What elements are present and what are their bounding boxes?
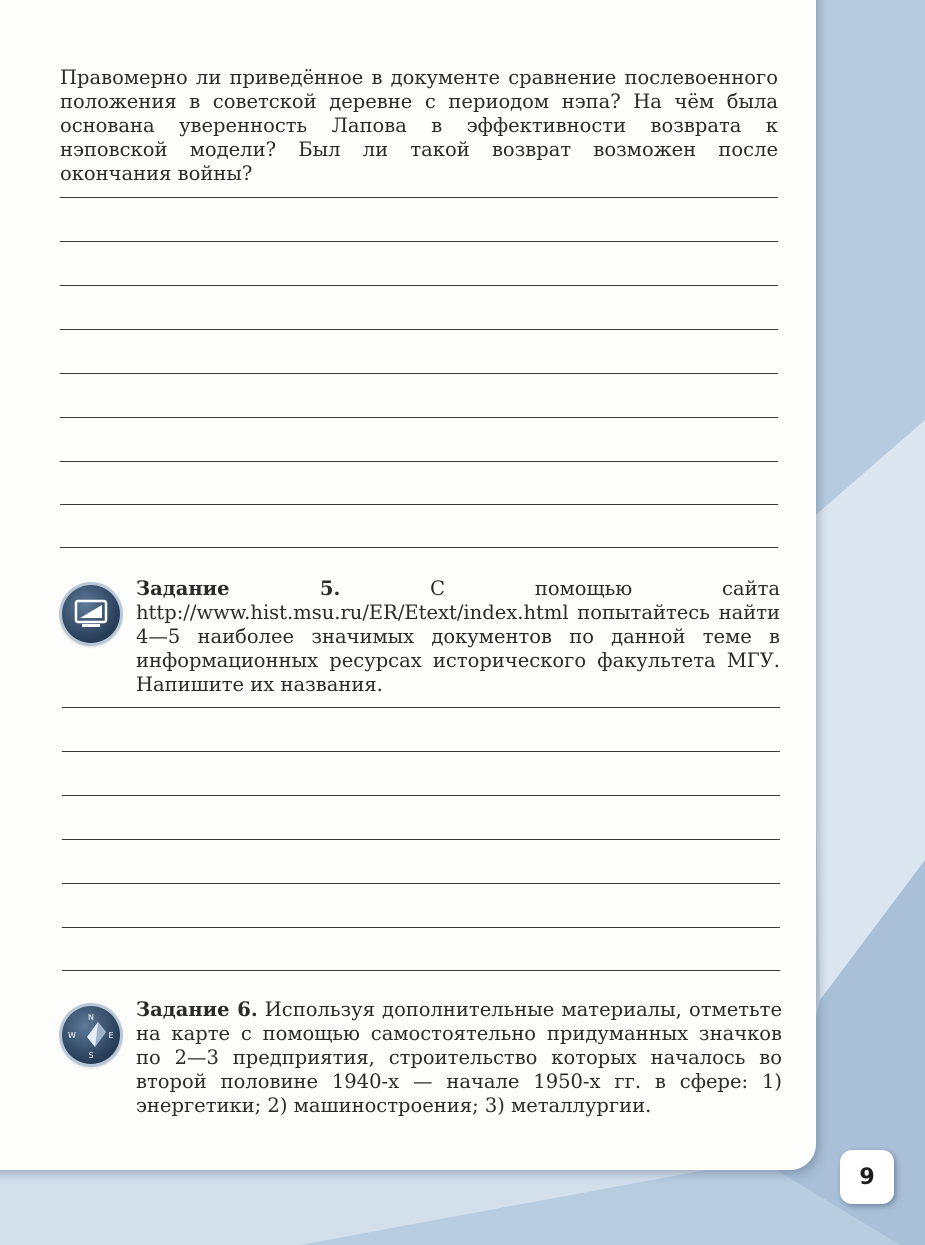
task5-body: С помощью сайта http://www.hist.msu.ru/ER/Etext/index.html попытайтесь найти 4—5 наиболее значимых документов по данной теме в информационных ресурсах исторического факультета МГУ. Напишите их названия. (136, 577, 780, 696)
answer-line[interactable] (62, 883, 780, 884)
svg-text:S: S (88, 1051, 94, 1060)
answer-line[interactable] (62, 707, 780, 708)
answer-line[interactable] (62, 751, 780, 752)
svg-text:W: W (68, 1031, 76, 1040)
answer-line[interactable] (60, 197, 778, 198)
answer-line[interactable] (60, 241, 778, 242)
answer-line[interactable] (62, 927, 780, 928)
page-number: 9 (840, 1150, 894, 1204)
answer-line[interactable] (60, 547, 778, 548)
answer-line[interactable] (62, 970, 780, 971)
svg-text:E: E (108, 1031, 114, 1040)
task6-body: Используя дополнительные материалы, отметьте на карте с помощью самостоятельно придуманных значков по 2—3 предприятия, строительство которых началось во второй половине 1940-х — начале 1950-х гг. в сфере: 1) энергетики; 2) машиностроения; 3) металлургии. (136, 998, 782, 1117)
answer-line[interactable] (60, 373, 778, 374)
task5-label: Задание 5. (136, 577, 341, 600)
answer-line[interactable] (60, 329, 778, 330)
answer-line[interactable] (60, 461, 778, 462)
answer-line[interactable] (60, 417, 778, 418)
question-text: Правомерно ли приведённое в документе сравнение послевоенного положения в советской деревне с периодом нэпа? На чём была основана уверенность Лапова в эффективности возврата к нэповской модели? Был ли такой возврат возможен после окончания войны? (60, 66, 778, 185)
answer-line[interactable] (60, 285, 778, 286)
answer-line[interactable] (60, 504, 778, 505)
computer-monitor-icon (62, 585, 120, 643)
answer-line[interactable] (62, 795, 780, 796)
answer-line[interactable] (62, 839, 780, 840)
task6-text (136, 998, 782, 1118)
task6-label: Задание 6. (136, 998, 258, 1021)
svg-text:N: N (88, 1013, 94, 1022)
task5-text (136, 577, 780, 697)
compass-icon (62, 1006, 120, 1064)
